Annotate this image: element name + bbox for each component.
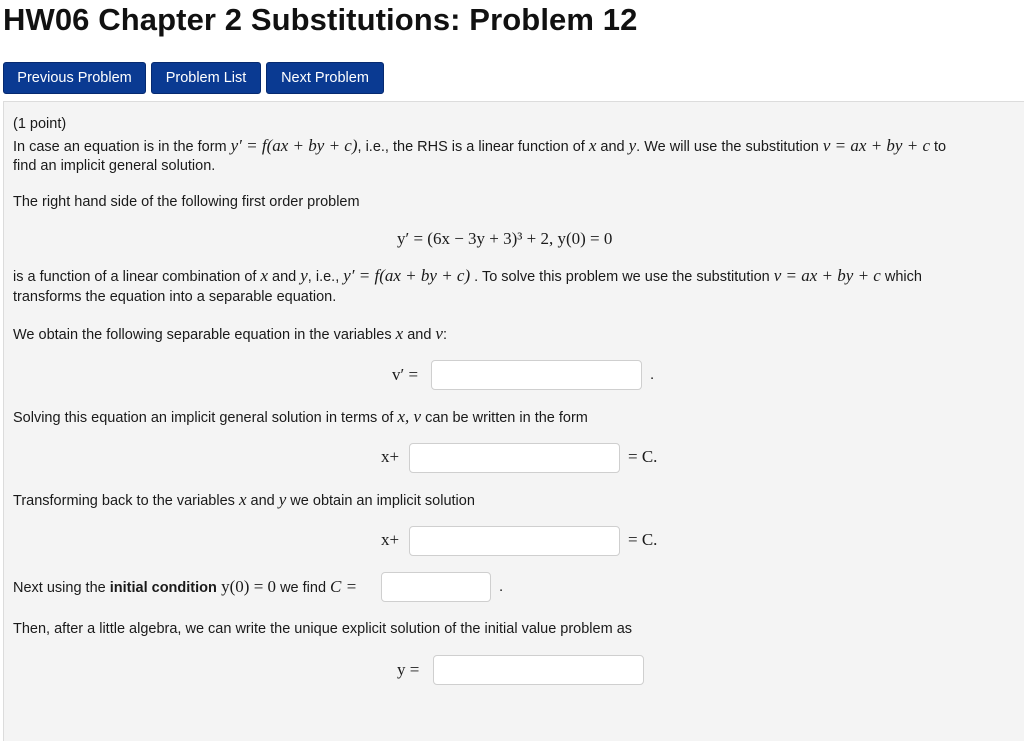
transform-sentence xyxy=(13,489,475,513)
transform-var-x: x xyxy=(238,490,247,509)
previous-problem-button[interactable]: Previous Problem xyxy=(3,62,146,94)
implicit-xv-answer-input[interactable] xyxy=(409,443,620,473)
intro-line-2: find an implicit general solution. xyxy=(13,158,216,174)
linear-var-y: y xyxy=(300,266,308,285)
linear-text-b: , i.e., xyxy=(307,269,344,285)
intro-equation: y′ = f(ax + by + c) xyxy=(230,136,358,155)
intro-var-x: x xyxy=(588,136,597,155)
intro-text-c: . We will use the substitution xyxy=(636,139,823,155)
linear-line-2: transforms the equation into a separable equation. xyxy=(13,289,337,305)
transform-text-b: we obtain an implicit solution xyxy=(286,493,475,509)
intro-text-d: to xyxy=(930,139,947,155)
problem-navigation xyxy=(3,62,384,94)
separable-colon: : xyxy=(442,327,447,343)
vprime-label: v′ = xyxy=(392,365,419,384)
final-sentence: Then, after a little algebra, we can write the unique explicit solution of the initial value problem as xyxy=(13,621,633,637)
intro-var-y: y xyxy=(628,136,637,155)
transform-var-y: y xyxy=(278,490,287,509)
linear-substitution: v = ax + by + c xyxy=(773,266,881,285)
intro-substitution: v = ax + by + c xyxy=(822,136,930,155)
implicit-xy-equals-c: = C. xyxy=(628,530,658,549)
vprime-period: . xyxy=(650,366,655,383)
ic-bold-text: initial condition xyxy=(109,580,217,596)
implicit-sentence xyxy=(13,406,588,430)
rhs-sentence: The right hand side of the following first order problem xyxy=(13,194,360,210)
implicit-text-a: Solving this equation an implicit general solution in terms of xyxy=(13,410,398,426)
linear-and: and xyxy=(268,269,301,285)
points-label: (1 point) xyxy=(13,116,67,132)
constant-c-period: . xyxy=(499,578,504,595)
explicit-solution-answer-input[interactable] xyxy=(433,655,644,685)
intro-text-a: In case an equation is in the form xyxy=(13,139,231,155)
transform-and: and xyxy=(246,493,279,509)
separable-var-x: x xyxy=(395,324,404,343)
separable-sentence xyxy=(13,323,447,347)
implicit-text-b: can be written in the form xyxy=(421,410,588,426)
linear-text-d: which xyxy=(880,269,922,285)
implicit-xy-answer-input[interactable] xyxy=(409,526,620,556)
ic-text-b: we find xyxy=(276,580,331,596)
separable-text: We obtain the following separable equation in the variables xyxy=(13,327,396,343)
transform-text-a: Transforming back to the variables xyxy=(13,493,239,509)
linear-text-a: is a function of a linear combination of xyxy=(13,269,261,285)
implicit-xy-label: x+ xyxy=(381,530,400,549)
separable-var-v: v xyxy=(435,324,443,343)
y-label: y = xyxy=(397,660,420,679)
next-problem-button[interactable]: Next Problem xyxy=(266,62,384,94)
intro-and: and xyxy=(596,139,629,155)
intro-line-1 xyxy=(13,135,946,159)
linear-text-c: . To solve this problem we use the substitution xyxy=(470,269,774,285)
page-title: HW06 Chapter 2 Substitutions: Problem 12 xyxy=(3,2,638,37)
vprime-answer-input[interactable] xyxy=(431,360,642,390)
implicit-xv-label: x+ xyxy=(381,447,400,466)
separable-and: and xyxy=(403,327,436,343)
linear-var-x: x xyxy=(260,266,268,285)
ic-text-a: Next using the xyxy=(13,580,110,596)
linear-equation: y′ = f(ax + by + c) xyxy=(343,266,471,285)
constant-c-answer-input[interactable] xyxy=(381,572,491,602)
ic-c-label: C = xyxy=(330,577,358,596)
intro-text-b: , i.e., the RHS is a linear function of xyxy=(357,139,589,155)
ode-equation: y′ = (6x − 3y + 3)³ + 2, y(0) = 0 xyxy=(397,229,613,248)
problem-list-button[interactable]: Problem List xyxy=(151,62,261,94)
implicit-vars: x, v xyxy=(397,407,422,426)
implicit-xv-equals-c: = C. xyxy=(628,447,658,466)
linear-line-1 xyxy=(13,265,922,289)
ic-equation: y(0) = 0 xyxy=(216,577,277,596)
problem-body xyxy=(3,101,1024,741)
initial-condition-sentence xyxy=(13,576,357,600)
